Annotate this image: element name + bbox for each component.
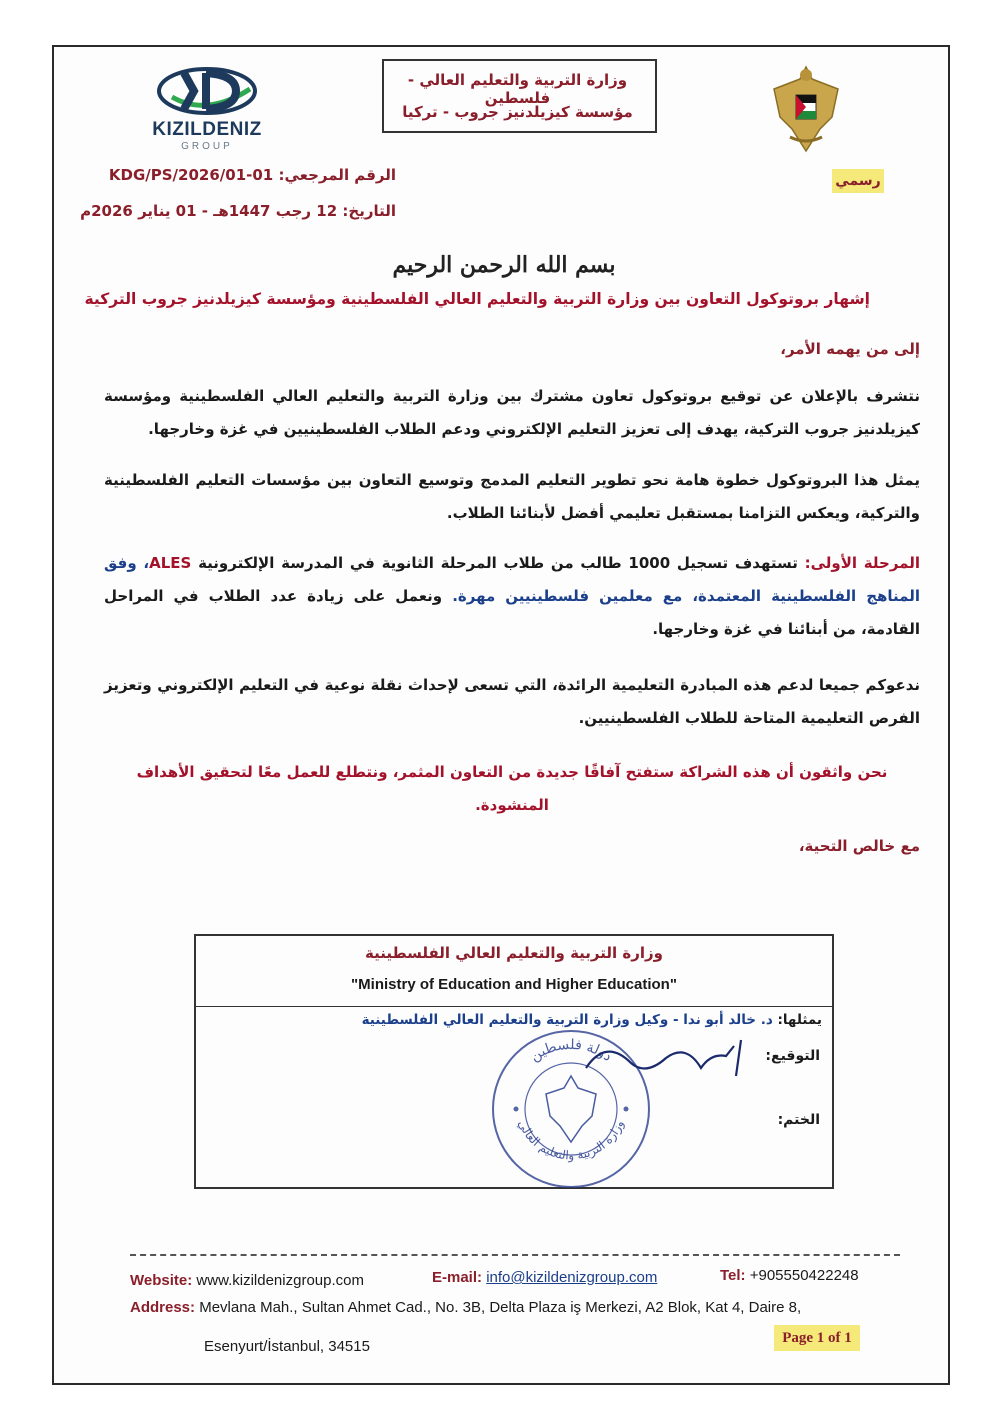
phase-text-1: تستهدف تسجيل 1000 طالب من طلاب المرحلة الثانوية في المدرسة الإلكترونية (191, 554, 805, 572)
letter-date (80, 202, 396, 220)
company-logo (132, 61, 282, 156)
signature-label: التوقيع: (765, 1048, 820, 1064)
paragraph-5: نحن واثقون أن هذه الشراكة ستفتح آفاقًا جديدة من التعاون المثمر، ونتطلع للعمل معًا لتحقيق الأهداف المنشودة. (136, 763, 888, 814)
rep-value: د. خالد أبو ندا - وكيل وزارة التربية والتعليم العالي الفلسطينية (361, 1012, 773, 1028)
ref-label: الرقم المرجعي: (278, 166, 396, 184)
tel-label: Tel: (720, 1267, 746, 1284)
footer-address (130, 1299, 801, 1316)
page-indicator: Page 1 of 1 (774, 1325, 860, 1351)
website-label: Website: (130, 1272, 193, 1289)
ales-name: ALES (149, 554, 192, 572)
paragraph-phase-one (104, 547, 920, 646)
eagle-emblem-icon (766, 59, 846, 159)
stamp-text-bottom: وزارة التربية والتعليم العالي (515, 1117, 627, 1163)
salutation: إلى من يهمه الأمر، (780, 340, 920, 358)
kizildeniz-logo-icon (132, 61, 282, 121)
palestine-emblem (766, 59, 846, 159)
email-label: E-mail: (432, 1269, 483, 1286)
phase-label: المرحلة الأولى: (804, 554, 920, 572)
date-value: 12 رجب 1447هـ - 01 يناير 2026م (80, 202, 338, 220)
official-tag: رسمي (832, 169, 884, 193)
logo-name: KIZILDENIZ (152, 119, 262, 140)
footer-divider (130, 1254, 900, 1256)
ministry-name-ar: وزارة التربية والتعليم العالي الفلسطينية (365, 944, 663, 962)
letter-page (52, 45, 950, 1385)
basmala: بسم الله الرحمن الرحيم (392, 252, 616, 278)
header-box (382, 59, 657, 133)
paragraph-4: ندعوكم جميعا لدعم هذه المبادرة التعليمية الرائدة، التي تسعى لإحداث نقلة نوعية في التعليم الإلكتروني وتعزيز الفرص التعليمية المتاحة للطلاب الفلسطينيين. (104, 676, 920, 727)
reference-number (109, 166, 396, 184)
address-label: Address: (130, 1299, 196, 1316)
phase-text-2: ، وفق المناهج الفلسطينية المعتمدة، مع معلمين فلسطينيين مهرة. (104, 554, 920, 605)
tel-value: +905550422248 (749, 1267, 859, 1284)
website-value[interactable]: www.kizildenizgroup.com (196, 1272, 364, 1289)
paragraph-2: يمثل هذا البروتوكول خطوة هامة نحو تطوير التعليم المدمج وتوسيع التعاون بين مؤسسات التعليم الفلسطينية والتركية، ويعكس التزامنا بمستقبل تعليمي أفضل لأبنائنا الطلاب. (104, 471, 920, 522)
closing: مع خالص التحية، (798, 837, 920, 855)
paragraph-1: نتشرف بالإعلان عن توقيع بروتوكول تعاون مشترك بين وزارة التربية والتعليم العالي الفلسطينية ومؤسسة كيزيلدنيز جروب التركية، يهدف إلى تعزيز التعليم الإلكتروني ودعم الطلاب الفلسطينيين في غزة وخارجها. (104, 387, 920, 438)
phase-text-3: ونعمل على زيادة عدد الطلاب في المراحل القادمة، من أبنائنا في غزة وخارجها. (104, 587, 920, 638)
signature-box (194, 934, 834, 1189)
stamp-label: الختم: (777, 1112, 820, 1128)
handwritten-signature-icon (576, 1028, 756, 1088)
header-ministry: وزارة التربية والتعليم العالي - فلسطين (407, 71, 628, 107)
footer-email (432, 1269, 657, 1286)
email-link[interactable]: info@kizildenizgroup.com (486, 1269, 658, 1286)
stamp-text-top: دولة فلسطين (527, 1036, 615, 1065)
address-line-1: Mevlana Mah., Sultan Ahmet Cad., No. 3B, Delta Plaza iş Merkezi, A2 Blok, Kat 4, Daire 8, (199, 1299, 802, 1316)
address-line-2: Esenyurt/İstanbul, 34515 (204, 1338, 370, 1355)
ministry-name-en: "Ministry of Education and Higher Education" (351, 976, 677, 993)
ref-value: KDG/PS/2026/01-01 (108, 166, 274, 184)
footer-tel (720, 1267, 859, 1284)
logo-group: GROUP (181, 141, 233, 152)
rep-label: يمثلها: (777, 1012, 822, 1028)
header-company: مؤسسة كيزيلدنيز جروب - تركيا (402, 103, 633, 121)
date-label: التاريخ: (342, 202, 396, 220)
footer-website (130, 1272, 364, 1289)
letter-title: إشهار بروتوكول التعاون بين وزارة التربية والتعليم العالي الفلسطينية ومؤسسة كيزيلدنيز جروب التركية (84, 290, 870, 308)
signature-divider (196, 1006, 832, 1007)
